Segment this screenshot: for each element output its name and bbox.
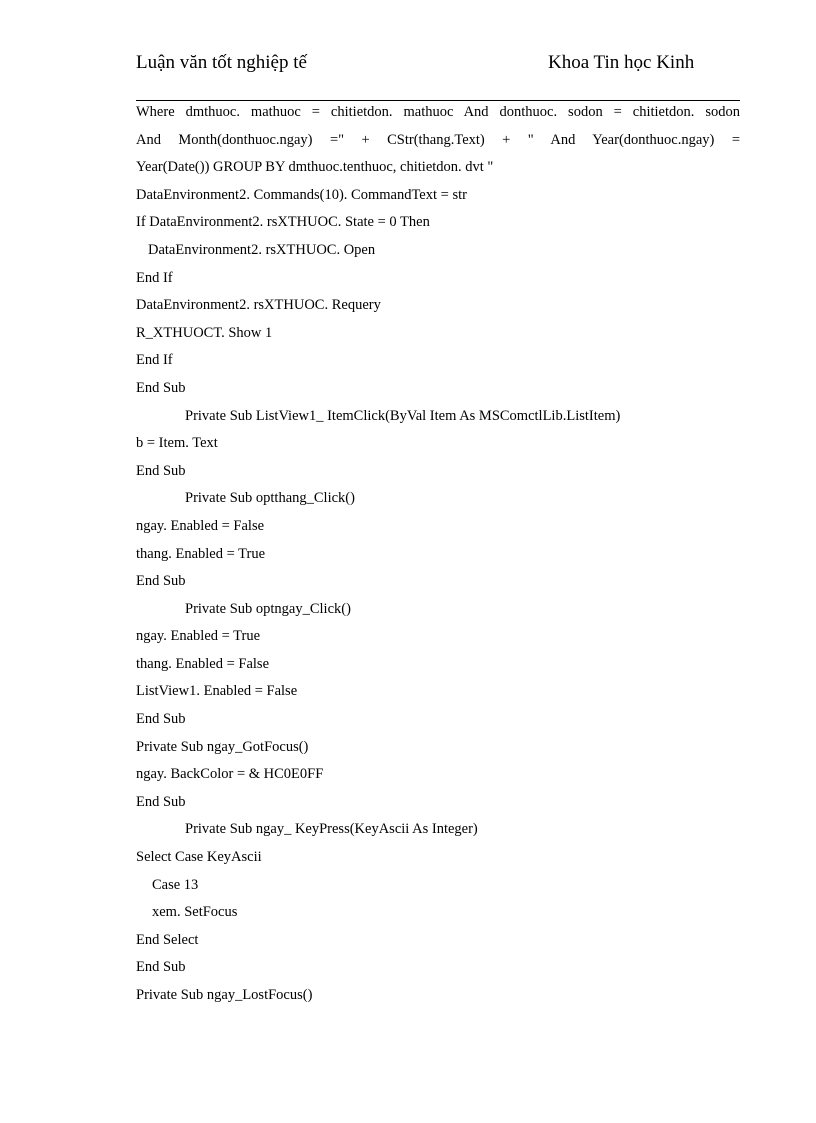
code-line: End Sub (136, 711, 186, 728)
code-line: Private Sub ngay_GotFocus() (136, 738, 309, 755)
code-line: If DataEnvironment2. rsXTHUOC. State = 0 Then (136, 214, 430, 231)
code-line: Year(Date()) GROUP BY dmthuoc.tenthuoc, chitietdon. dvt " (136, 159, 494, 176)
code-line: DataEnvironment2. rsXTHUOC. Open (148, 241, 376, 258)
code-line: Private Sub ListView1_ ItemClick(ByVal Item As MSComctlLib.ListItem) (185, 407, 621, 424)
code-line: End Sub (136, 379, 186, 396)
code-line: Private Sub ngay_LostFocus() (136, 987, 313, 1003)
code-listing (136, 99, 740, 1010)
header-thesis-title: Luận văn tốt nghiệp tế (136, 52, 307, 73)
code-line: End If (136, 352, 173, 369)
header-faculty-name: Khoa Tin học Kinh (548, 52, 695, 73)
code-line: End Sub (136, 573, 186, 590)
code-line: ListView1. Enabled = False (136, 683, 298, 700)
code-line: End Select (136, 931, 199, 948)
code-line: ngay. Enabled = True (136, 628, 261, 645)
page-header (136, 50, 740, 100)
code-line: And Month(donthuoc.ngay) =" + CStr(thang.Text) + " And Year(donthuoc.ngay) = (136, 131, 740, 148)
code-line: DataEnvironment2. Commands(10). CommandText = str (136, 186, 467, 203)
code-line: End Sub (136, 462, 186, 479)
code-line: xem. SetFocus (152, 904, 238, 921)
code-line: Private Sub optngay_Click() (185, 600, 351, 617)
code-line: DataEnvironment2. rsXTHUOC. Requery (136, 297, 381, 314)
code-line: End Sub (136, 959, 186, 976)
code-line: thang. Enabled = True (136, 545, 265, 562)
code-line: Private Sub ngay_ KeyPress(KeyAscii As Integer) (185, 821, 478, 838)
code-line: b = Item. Text (136, 435, 218, 452)
code-line: End If (136, 269, 173, 286)
code-line: End Sub (136, 793, 186, 810)
code-line: R_XTHUOCT. Show 1 (136, 324, 273, 341)
code-line: ngay. BackColor = & HC0E0FF (136, 766, 324, 783)
code-line: ngay. Enabled = False (136, 517, 265, 534)
code-line: Where dmthuoc. mathuoc = chitietdon. mathuoc And donthuoc. sodon = chitietdon. sodon (136, 104, 740, 120)
code-line: Case 13 (152, 876, 199, 893)
code-line: Private Sub optthang_Click() (185, 490, 355, 507)
code-line: Select Case KeyAscii (136, 849, 262, 866)
code-line: thang. Enabled = False (136, 655, 270, 672)
